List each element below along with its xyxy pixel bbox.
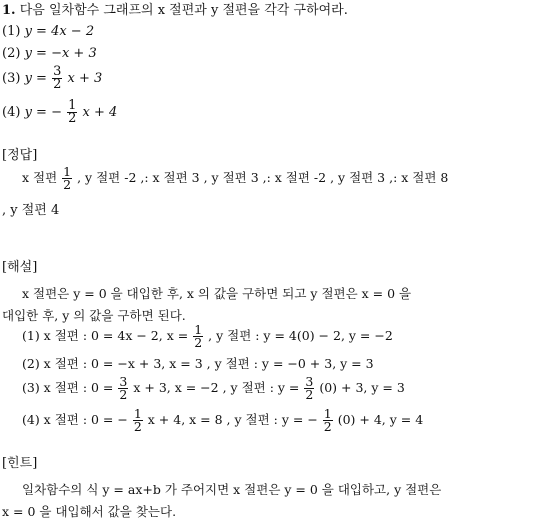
fraction-denominator: 2: [119, 387, 128, 402]
fraction-denominator: 2: [68, 111, 77, 126]
problem-item-2: [2, 46, 97, 62]
hint-heading: [힌트]: [2, 456, 38, 471]
problem-title: [2, 3, 348, 19]
step-text: (3) x 절편 : 0 =: [22, 380, 114, 395]
item-expr-suffix: x + 4: [82, 105, 118, 120]
explanation-step-4: [22, 406, 423, 434]
fraction-numerator: 3: [53, 64, 62, 79]
item-label: (4): [2, 105, 21, 120]
step-text: x + 4, x = 8 , y 절편 : y = −: [147, 412, 318, 427]
fraction-denominator: 2: [323, 419, 332, 434]
hint-line-2: x = 0 을 대입해서 값을 찾는다.: [2, 504, 177, 519]
item-expr-suffix: x + 3: [67, 71, 103, 86]
explanation-para-2: 대입한 후, y 의 값을 구하면 된다.: [2, 308, 186, 323]
step-text: (0) + 4, y = 4: [337, 412, 424, 427]
answer-line-2: , y 절편 4: [2, 203, 60, 218]
fraction: [118, 376, 128, 401]
item-label: (3): [2, 71, 21, 86]
item-expr: y = 4x − 2: [24, 24, 95, 39]
fraction-numerator: 1: [194, 322, 203, 337]
fraction: [52, 66, 62, 91]
explanation-step-2: (2) x 절편 : 0 = −x + 3, x = 3 , y 절편 : y = −0 + 3, y = 3: [22, 356, 374, 371]
item-label: (1): [2, 24, 21, 39]
fraction-numerator: 1: [323, 406, 332, 421]
step-text: , y 절편 : y = 4(0) − 2, y = −2: [208, 328, 393, 343]
explanation-step-1: [22, 322, 393, 350]
fraction: [323, 408, 333, 433]
fraction-numerator: 1: [68, 98, 77, 113]
step-text: (4) x 절편 : 0 = −: [22, 412, 128, 427]
problem-item-1: [2, 24, 94, 40]
item-expr: y = −x + 3: [24, 46, 97, 61]
answer-heading: [정답]: [2, 148, 38, 163]
fraction: [67, 100, 77, 125]
answer-line-1: [22, 164, 448, 192]
problem-item-4: [2, 100, 117, 126]
fraction: [62, 166, 72, 191]
fraction-numerator: 3: [119, 374, 128, 389]
item-expr-prefix: y = −: [24, 105, 62, 120]
explanation-para-1: x 절편은 y = 0 을 대입한 후, x 의 값을 구하면 되고 y 절편은 x = 0 을: [22, 286, 412, 301]
problem-item-3: [2, 66, 102, 92]
fraction-denominator: 2: [63, 177, 72, 192]
answer-rest: , y 절편 -2 ,: x 절편 3 , y 절편 3 ,: x 절편 -2 , y 절편 3 ,: x 절편 8: [77, 170, 449, 185]
problem-number: 1.: [2, 3, 16, 18]
step-text: (1) x 절편 : 0 = 4x − 2, x =: [22, 328, 189, 343]
fraction-denominator: 2: [194, 335, 203, 350]
fraction-numerator: 3: [305, 374, 314, 389]
problem-prompt: 다음 일차함수 그래프의 x 절편과 y 절편을 각각 구하여라.: [19, 3, 348, 18]
item-label: (2): [2, 46, 21, 61]
explanation-step-3: [22, 374, 405, 402]
fraction-numerator: 1: [63, 164, 72, 179]
step-text: x + 3, x = −2 , y 절편 : y =: [133, 380, 300, 395]
answer-prefix: x 절편: [22, 170, 58, 185]
fraction-numerator: 1: [133, 406, 142, 421]
fraction: [304, 376, 314, 401]
fraction: [193, 324, 203, 349]
fraction-denominator: 2: [133, 419, 142, 434]
fraction-denominator: 2: [305, 387, 314, 402]
fraction-denominator: 2: [53, 77, 62, 92]
item-expr-prefix: y =: [24, 71, 47, 86]
explanation-heading: [해설]: [2, 260, 38, 275]
fraction: [133, 408, 143, 433]
step-text: (0) + 3, y = 3: [319, 380, 405, 395]
hint-line-1: 일차함수의 식 y = ax+b 가 주어지면 x 절편은 y = 0 을 대입하고, y 절편은: [22, 482, 442, 497]
